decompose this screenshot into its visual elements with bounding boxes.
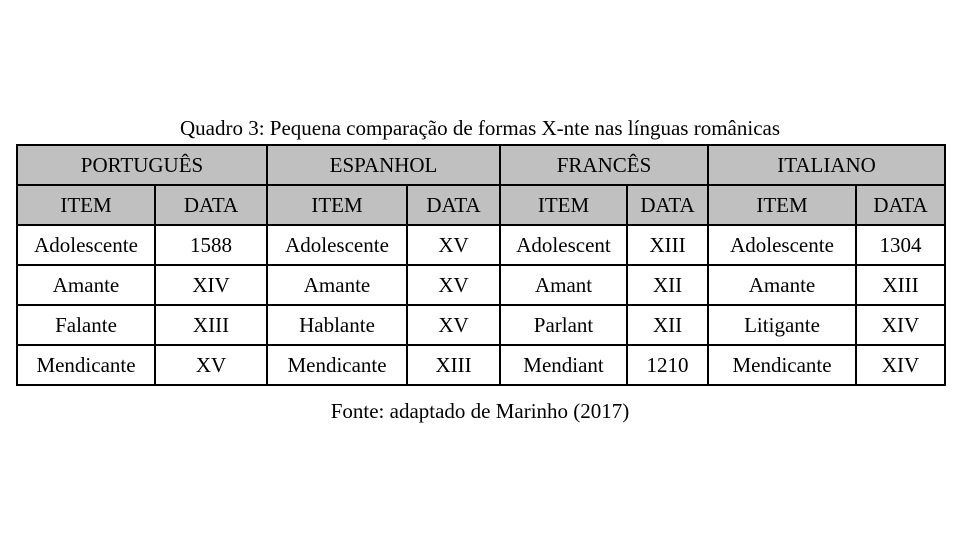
table-row — [17, 225, 945, 265]
column-header-item: ITEM — [17, 185, 155, 225]
comparison-table — [16, 144, 946, 386]
language-header-italiano: ITALIANO — [708, 145, 945, 185]
language-header-frances: FRANCÊS — [500, 145, 708, 185]
table-row — [17, 345, 945, 385]
table-row — [17, 265, 945, 305]
date-cell: XII — [627, 305, 708, 345]
item-cell: Falante — [17, 305, 155, 345]
language-header-portugues: PORTUGUÊS — [17, 145, 267, 185]
item-cell: Amante — [267, 265, 407, 305]
item-cell: Parlant — [500, 305, 627, 345]
language-header-row — [17, 145, 945, 185]
column-header-item: ITEM — [708, 185, 856, 225]
item-cell: Hablante — [267, 305, 407, 345]
column-header-data: DATA — [627, 185, 708, 225]
item-cell: Amant — [500, 265, 627, 305]
column-header-item: ITEM — [500, 185, 627, 225]
date-cell: XIII — [155, 305, 267, 345]
date-cell: XIV — [155, 265, 267, 305]
date-cell: XIV — [856, 345, 945, 385]
date-cell: XIV — [856, 305, 945, 345]
item-cell: Adolescente — [708, 225, 856, 265]
date-cell: 1304 — [856, 225, 945, 265]
item-cell: Mendiant — [500, 345, 627, 385]
item-cell: Adolescent — [500, 225, 627, 265]
item-cell: Litigante — [708, 305, 856, 345]
column-header-data: DATA — [856, 185, 945, 225]
date-cell: XII — [627, 265, 708, 305]
column-header-data: DATA — [407, 185, 500, 225]
column-header-data: DATA — [155, 185, 267, 225]
date-cell: XIII — [627, 225, 708, 265]
column-header-item: ITEM — [267, 185, 407, 225]
item-cell: Mendicante — [17, 345, 155, 385]
date-cell: XV — [407, 305, 500, 345]
date-cell: 1210 — [627, 345, 708, 385]
date-cell: 1588 — [155, 225, 267, 265]
column-header-row — [17, 185, 945, 225]
table-source: Fonte: adaptado de Marinho (2017) — [330, 399, 630, 423]
date-cell: XIII — [407, 345, 500, 385]
item-cell: Mendicante — [708, 345, 856, 385]
date-cell: XIII — [856, 265, 945, 305]
item-cell: Adolescente — [267, 225, 407, 265]
language-header-espanhol: ESPANHOL — [267, 145, 500, 185]
date-cell: XV — [407, 225, 500, 265]
item-cell: Adolescente — [17, 225, 155, 265]
item-cell: Amante — [708, 265, 856, 305]
date-cell: XV — [407, 265, 500, 305]
table-row — [17, 305, 945, 345]
table-caption: Quadro 3: Pequena comparação de formas X-nte nas línguas românicas — [179, 116, 781, 140]
item-cell: Mendicante — [267, 345, 407, 385]
date-cell: XV — [155, 345, 267, 385]
item-cell: Amante — [17, 265, 155, 305]
